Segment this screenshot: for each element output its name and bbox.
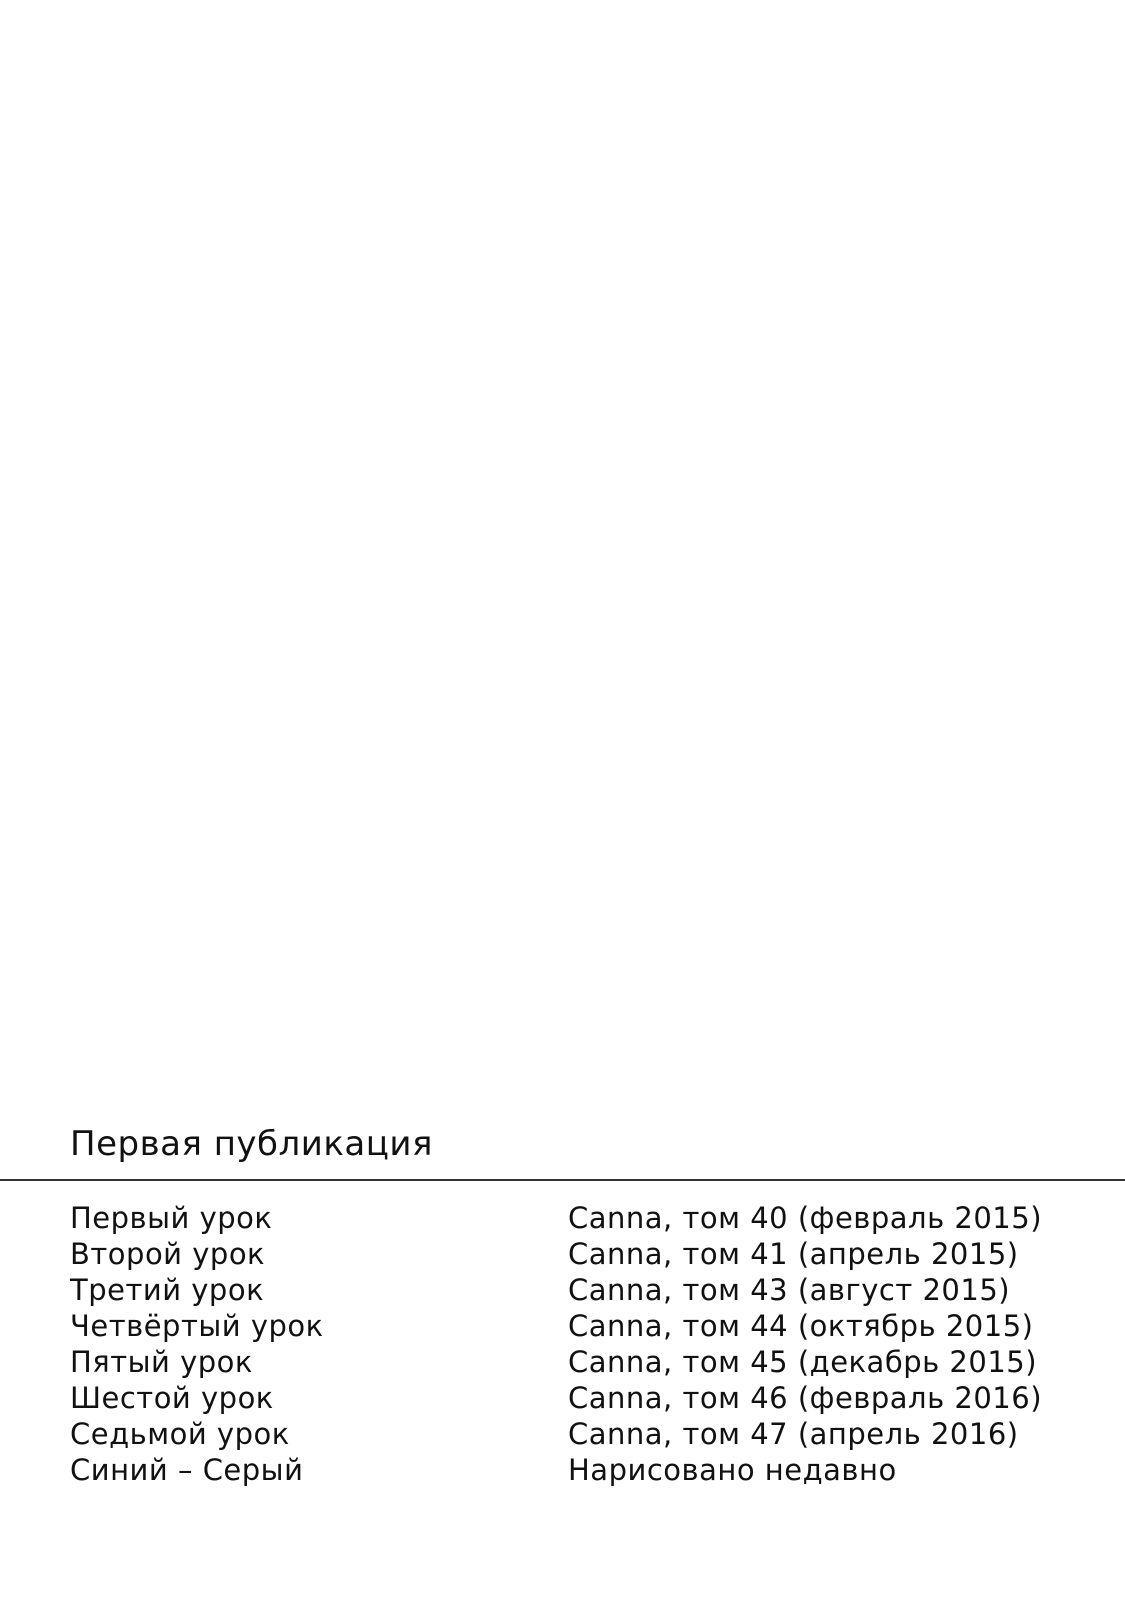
publication-source: Canna, том 41 (апрель 2015) — [568, 1237, 1019, 1271]
chapter-title: Первый урок — [70, 1201, 273, 1235]
publication-source: Canna, том 43 (август 2015) — [568, 1273, 1011, 1307]
chapter-title: Шестой урок — [70, 1381, 274, 1415]
chapter-title: Синий – Серый — [70, 1453, 304, 1487]
publication-source: Canna, том 44 (октябрь 2015) — [568, 1309, 1034, 1343]
chapter-title: Седьмой урок — [70, 1417, 290, 1451]
publication-row — [0, 1344, 1125, 1380]
publication-row — [0, 1416, 1125, 1452]
publication-row — [0, 1272, 1125, 1308]
publication-row — [0, 1452, 1125, 1488]
publication-list — [0, 1200, 1125, 1488]
publication-source: Canna, том 45 (декабрь 2015) — [568, 1345, 1038, 1379]
publication-source: Canna, том 46 (февраль 2016) — [568, 1381, 1043, 1415]
publication-source: Нарисовано недавно — [568, 1453, 897, 1487]
publication-source: Canna, том 40 (февраль 2015) — [568, 1201, 1043, 1235]
chapter-title: Третий урок — [70, 1273, 265, 1307]
divider — [0, 1179, 1125, 1181]
chapter-title: Пятый урок — [70, 1345, 253, 1379]
publication-row — [0, 1308, 1125, 1344]
publication-row — [0, 1200, 1125, 1236]
publication-row — [0, 1236, 1125, 1272]
section-title: Первая публикация — [70, 1124, 433, 1164]
publication-source: Canna, том 47 (апрель 2016) — [568, 1417, 1019, 1451]
chapter-title: Четвёртый урок — [70, 1309, 324, 1343]
chapter-title: Второй урок — [70, 1237, 266, 1271]
publication-row — [0, 1380, 1125, 1416]
